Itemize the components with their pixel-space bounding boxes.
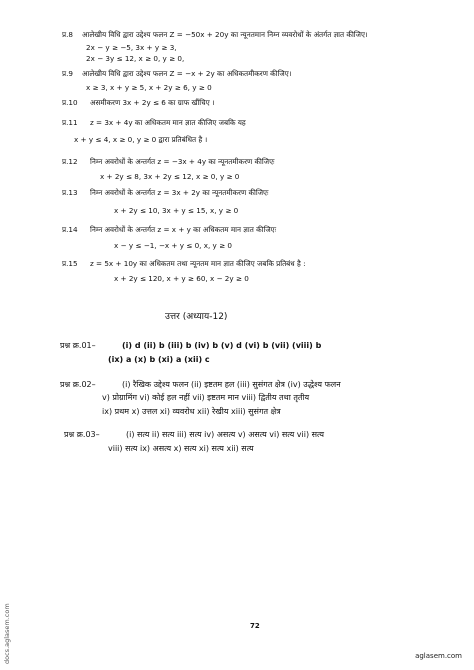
question-13-number: प्र.13 xyxy=(62,188,78,197)
question-10-number: प्र.10 xyxy=(62,98,78,107)
question-12-constraint-1: x + 2y ≤ 8, 3x + 2y ≤ 12, x ≥ 0, y ≥ 0 xyxy=(100,172,240,181)
question-14-constraint-1: x − y ≤ −1, −x + y ≤ 0, x, y ≥ 0 xyxy=(114,241,232,250)
answer-02-line-3: ix) प्रथम x) उत्तल xi) व्यवरोध xii) रेखीय xiii) सुसंगत क्षेत्र xyxy=(102,407,281,416)
answer-01-line-2: (ix) a (x) b (xi) a (xii) c xyxy=(108,355,210,364)
answer-01-line-1: (i) d (ii) b (iii) b (iv) b (v) d (vi) b (vii) (viii) b xyxy=(122,341,322,350)
question-9-constraint-1: x ≥ 3, x + y ≥ 5, x + 2y ≥ 6, y ≥ 0 xyxy=(86,83,212,92)
answer-01-label: प्रश्न क्र.01– xyxy=(60,341,96,350)
question-15-text: z = 5x + 10y का अधिकतम तथा न्यूनतम मान ज्ञात कीजिए जबकि प्रतिबंध है : xyxy=(90,259,306,268)
question-9-number: प्र.9 xyxy=(62,69,73,78)
question-12-number: प्र.12 xyxy=(62,157,78,166)
answer-03-line-1: (i) सत्य ii) सत्य iii) सत्य iv) असत्य v) असत्य vi) सत्य vii) सत्य xyxy=(126,430,324,439)
question-13-constraint-1: x + 2y ≤ 10, 3x + y ≤ 15, x, y ≥ 0 xyxy=(114,206,239,215)
answer-03-label: प्रश्न क्र.03– xyxy=(64,430,100,439)
question-11-number: प्र.11 xyxy=(62,118,78,127)
brand-footer: aglasem.com xyxy=(415,652,462,660)
question-8-number: प्र.8 xyxy=(62,30,73,39)
answers-title: उत्तर (अध्याय-12) xyxy=(165,312,228,322)
question-14-text: निम्न अवरोधों के अन्तर्गत z = x + y का अधिकतम मान ज्ञात कीजिएः xyxy=(90,225,277,234)
question-8-constraint-2: 2x − 3y ≤ 12, x ≥ 0, y ≥ 0, xyxy=(86,54,185,63)
answer-02-line-1: (i) रैखिक उद्देश्य फलन (ii) इष्टतम हल (iii) सुसंगत क्षेत्र (iv) उद्धेश्य फलन xyxy=(122,380,341,389)
question-9-text: आलेखीय विधि द्वारा उद्देश्य फलन Z = −x + 2y का अधिकतमीकरण कीजिए। xyxy=(82,69,292,78)
question-15-constraint-1: x + 2y ≤ 120, x + y ≥ 60, x − 2y ≥ 0 xyxy=(114,274,249,283)
question-11-constraint-1: x + y ≤ 4, x ≥ 0, y ≥ 0 द्वारा प्रतिबंधित है । xyxy=(74,135,208,144)
side-watermark: docs.aglasem.com xyxy=(3,603,11,664)
question-13-text: निम्न अवरोधों के अन्तर्गत z = 3x + 2y का न्यूनतमीकरण कीजिएः xyxy=(90,188,269,197)
answer-02-line-2: v) प्रोग्रामिंग vi) कोई हल नहीं vii) इष्टतम मान viii) द्वितीय तथा तृतीय xyxy=(102,393,310,402)
question-11-text: z = 3x + 4y का अधिकतम मान ज्ञात कीजिए जबकि यह xyxy=(90,118,246,127)
question-8-constraint-1: 2x − y ≥ −5, 3x + y ≥ 3, xyxy=(86,43,177,52)
question-8-text: आलेखीय विधि द्वारा उद्देश्य फलन Z = −50x + 20y का न्यूनतमान निम्न व्यवरोधों के अंतर्गत ज्ञात कीजिए। xyxy=(82,30,368,39)
question-14-number: प्र.14 xyxy=(62,225,78,234)
question-15-number: प्र.15 xyxy=(62,259,78,268)
question-12-text: निम्न अवरोधों के अन्तर्गत z = −3x + 4y का न्यूनतमीकरण कीजिएः xyxy=(90,157,275,166)
page-number: 72 xyxy=(250,622,260,630)
answer-03-line-2: viii) सत्य ix) असत्य x) सत्य xi) सत्य xii) सत्य xyxy=(108,444,254,453)
answer-02-label: प्रश्न क्र.02– xyxy=(60,380,96,389)
question-10-text: असमीकरण 3x + 2y ≤ 6 का ग्राफ खींचिए । xyxy=(90,98,215,107)
